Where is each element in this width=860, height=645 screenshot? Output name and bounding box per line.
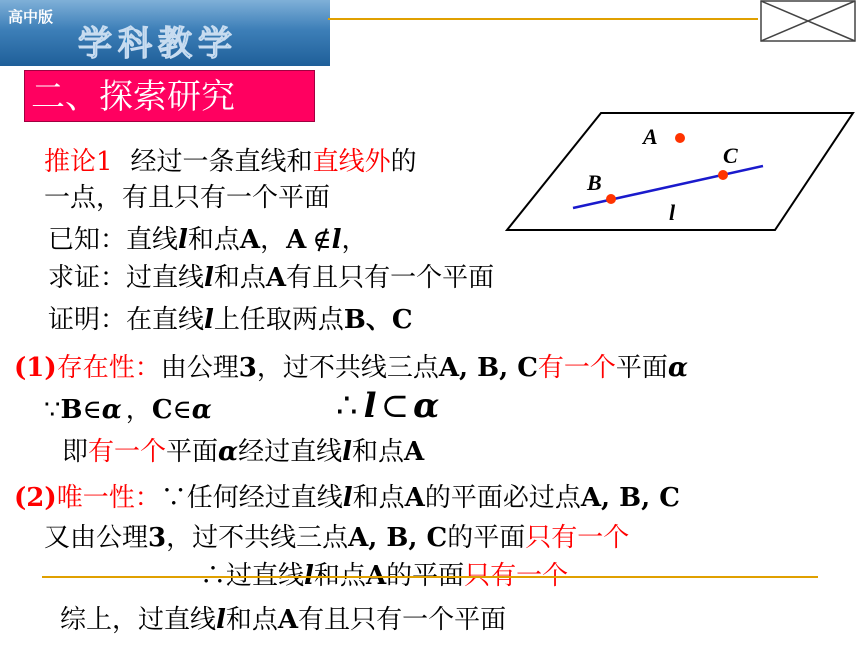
label-a: A bbox=[643, 124, 658, 149]
proof-line: 证明：在直线l上任取两点B、C bbox=[48, 305, 413, 335]
summary-line: 综上，过直线l和点A有且只有一个平面 bbox=[60, 605, 507, 635]
existence-conclusion: 即有一个平面α经过直线l和点A bbox=[62, 437, 425, 467]
uniqueness-conclusion: ∴过直线l和点A的平面只有一个 bbox=[200, 561, 569, 591]
label-b: B bbox=[587, 170, 602, 195]
prove-line: 求证：过直线l和点A有且只有一个平面 bbox=[48, 263, 495, 293]
label-c: C bbox=[723, 143, 738, 168]
corollary-line-1: 推论1 经过一条直线和直线外的 bbox=[44, 147, 417, 177]
header-rule bbox=[328, 18, 758, 20]
point-a bbox=[675, 133, 685, 143]
plane-parallelogram bbox=[507, 113, 853, 230]
placeholder-x-icon bbox=[760, 0, 856, 42]
given-line: 已知：直线l和点A，A ∉l， bbox=[48, 225, 368, 255]
divider-line bbox=[42, 576, 818, 578]
axiom-line: 又由公理3，过不共线三点A, B, C的平面只有一个 bbox=[44, 523, 630, 553]
plane-figure bbox=[505, 108, 855, 238]
point-b bbox=[606, 194, 616, 204]
since-line: ∵B∈α ，C∈α bbox=[44, 395, 212, 425]
uniqueness-title: 唯一性： bbox=[56, 483, 161, 513]
corollary-line-2: 一点，有且只有一个平面 bbox=[44, 183, 331, 213]
logo-edition: 高中版 bbox=[8, 8, 54, 26]
corollary-highlight: 直线外 bbox=[312, 147, 391, 177]
logo-banner bbox=[0, 0, 330, 66]
existence-line: (1)存在性：由公理3，过不共线三点A, B, C有一个平面α bbox=[14, 353, 688, 383]
logo-title: 学科教学 bbox=[78, 24, 238, 64]
point-c bbox=[718, 170, 728, 180]
existence-title: 存在性： bbox=[56, 353, 161, 383]
corollary-label: 推论1 bbox=[44, 147, 113, 177]
label-l: l bbox=[669, 200, 676, 225]
uniqueness-line: (2)唯一性：∵任何经过直线l和点A的平面必过点A, B, C bbox=[14, 483, 680, 513]
therefore-l-subset-alpha: ∴ l ⊂ α bbox=[336, 386, 440, 426]
section-title: 二、探索研究 bbox=[24, 70, 315, 122]
